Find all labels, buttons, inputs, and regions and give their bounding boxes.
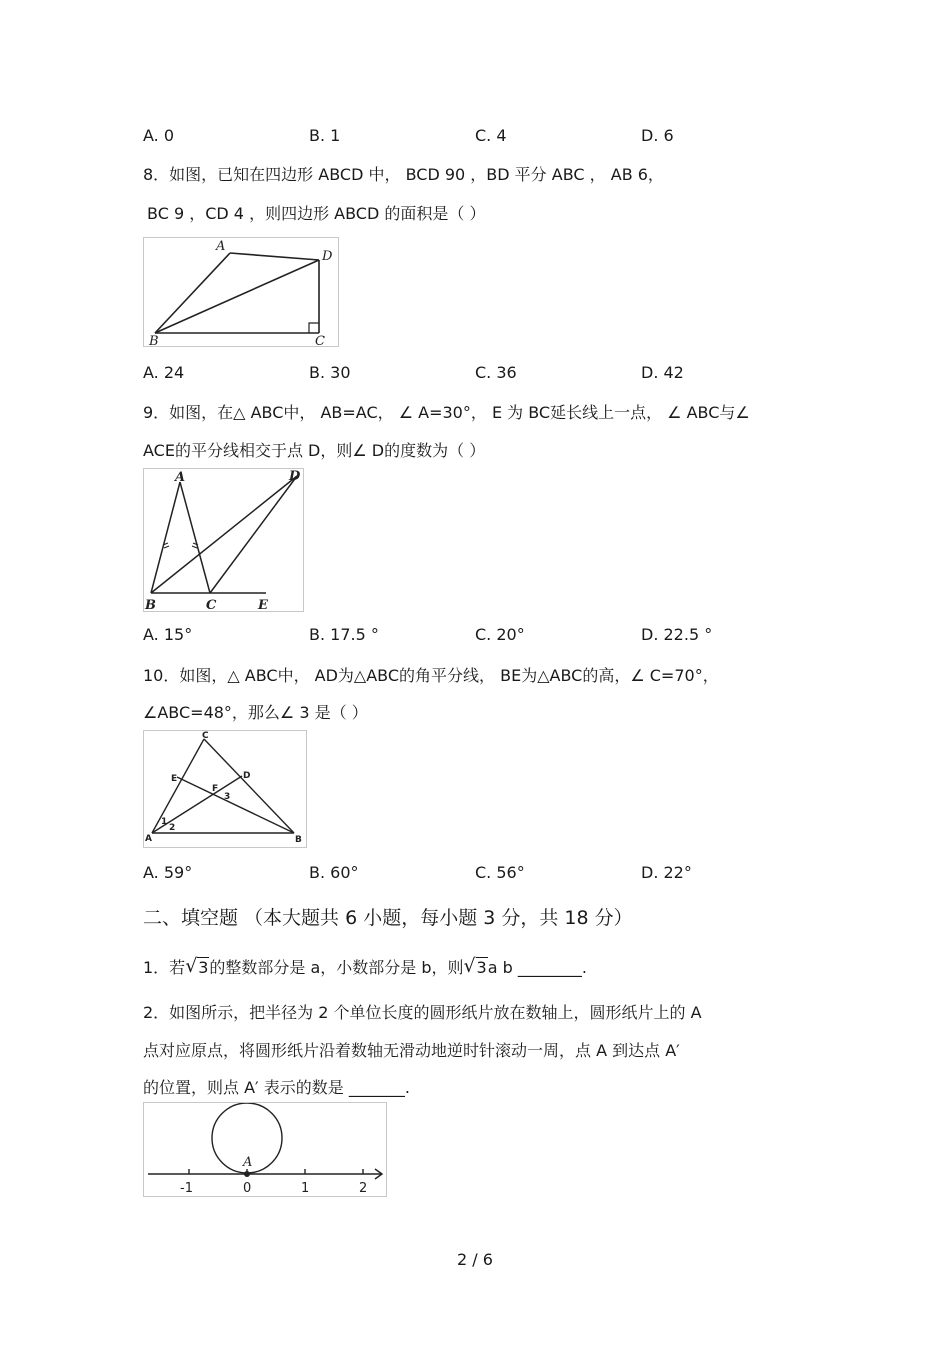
q8-seg-bd bbox=[155, 260, 319, 333]
q9-option-d: D. 22.5 ° bbox=[641, 625, 713, 644]
f2-point-a bbox=[244, 1171, 250, 1177]
q9-seg-bd bbox=[151, 476, 297, 593]
q8-option-c: C. 36 bbox=[475, 363, 517, 382]
q10-label-d: D bbox=[243, 771, 251, 781]
q9-option-c: C. 20° bbox=[475, 625, 525, 644]
q9-label-d: D bbox=[289, 469, 301, 484]
q10-angle-2: 2 bbox=[169, 823, 176, 833]
q8-label-c: C bbox=[315, 334, 325, 346]
q8-text-line2: BC 9 ，CD 4 ，则四边形 ABCD 的面积是（ ） bbox=[147, 204, 486, 223]
q9-seg-ab bbox=[151, 482, 180, 593]
q7-option-c: C. 4 bbox=[475, 126, 507, 145]
f2-text-line3: 的位置，则点 A′ 表示的数是 _______. bbox=[143, 1078, 410, 1097]
q8-option-d: D. 42 bbox=[641, 363, 684, 382]
f1-prefix: 1．若 bbox=[143, 958, 186, 977]
f2-tick-minus1: -1 bbox=[180, 1181, 193, 1196]
q9-option-b: B. 17.5 ° bbox=[309, 625, 379, 644]
q7-option-b: B. 1 bbox=[309, 126, 341, 145]
q8-label-a: A bbox=[216, 239, 226, 254]
f1-sqrt-1: √ 3 bbox=[187, 958, 209, 977]
f2-text-line2: 点对应原点，将圆形纸片沿着数轴无滑动地逆时针滚动一周，点 A 到达点 A′ bbox=[143, 1041, 680, 1060]
q9-seg-ac bbox=[180, 482, 210, 593]
q9-label-a: A bbox=[175, 470, 186, 485]
f1-suffix: a b ________. bbox=[487, 958, 587, 977]
q10-angle-3: 3 bbox=[224, 792, 231, 802]
q8-seg-ad bbox=[230, 253, 319, 260]
q8-text-line1: 8．如图，已知在四边形 ABCD 中， BCD 90 ，BD 平分 ABC ， AB 6， bbox=[143, 165, 664, 184]
q10-option-b: B. 60° bbox=[309, 863, 359, 882]
q9-figure bbox=[143, 468, 304, 612]
f2-tick-2: 2 bbox=[359, 1181, 368, 1196]
f1-mid: 的整数部分是 a，小数部分是 b，则 bbox=[209, 958, 464, 977]
q9-label-e: E bbox=[258, 598, 268, 611]
f1-sqrt-2: √ 3 bbox=[466, 958, 488, 977]
page-number: 2 / 6 bbox=[457, 1250, 493, 1269]
q10-label-f: F bbox=[212, 784, 219, 794]
q10-option-a: A. 59° bbox=[143, 863, 193, 882]
q9-label-b: B bbox=[145, 598, 156, 611]
q10-option-c: C. 56° bbox=[475, 863, 525, 882]
q10-seg-be bbox=[177, 777, 294, 833]
q9-option-a: A. 15° bbox=[143, 625, 193, 644]
q10-angle-1: 1 bbox=[161, 817, 168, 827]
f2-figure bbox=[143, 1102, 387, 1197]
q8-seg-ab bbox=[155, 253, 230, 333]
q10-option-d: D. 22° bbox=[641, 863, 692, 882]
q10-text-line2: ∠ABC=48°，那么∠ 3 是（ ） bbox=[143, 703, 368, 722]
q9-text-line2: ACE的平分线相交于点 D，则∠ D的度数为（ ） bbox=[143, 441, 486, 460]
f2-text-line1: 2．如图所示，把半径为 2 个单位长度的圆形纸片放在数轴上，圆形纸片上的 A bbox=[143, 1003, 702, 1022]
q9-text-line1: 9．如图，在△ ABC中， AB=AC， ∠ A=30°， E 为 BC延长线上一点， ∠ ABC与∠ bbox=[143, 403, 750, 422]
q10-label-a: A bbox=[145, 834, 152, 844]
q8-option-a: A. 24 bbox=[143, 363, 185, 382]
q8-label-b: B bbox=[149, 334, 159, 346]
q10-label-c: C bbox=[202, 731, 209, 741]
q10-text-line1: 10．如图，△ ABC中， AD为△ABC的角平分线， BE为△ABC的高，∠ C=70°， bbox=[143, 666, 719, 685]
q7-option-d: D. 6 bbox=[641, 126, 674, 145]
q8-option-b: B. 30 bbox=[309, 363, 351, 382]
f2-label-a: A bbox=[243, 1155, 253, 1170]
q7-option-a: A. 0 bbox=[143, 126, 175, 145]
f2-tick-0: 0 bbox=[243, 1181, 252, 1196]
q9-label-c: C bbox=[206, 598, 217, 611]
f2-tick-1: 1 bbox=[301, 1181, 310, 1196]
f1-text bbox=[143, 955, 587, 978]
q8-figure bbox=[143, 237, 339, 347]
q10-figure bbox=[143, 730, 307, 848]
q10-label-e: E bbox=[171, 774, 178, 784]
q8-right-angle bbox=[309, 323, 319, 333]
q8-label-d: D bbox=[322, 249, 333, 264]
q10-label-b: B bbox=[295, 835, 302, 845]
section-title-fill-in: 二、填空题 （本大题共 6 小题，每小题 3 分，共 18 分） bbox=[143, 907, 633, 929]
